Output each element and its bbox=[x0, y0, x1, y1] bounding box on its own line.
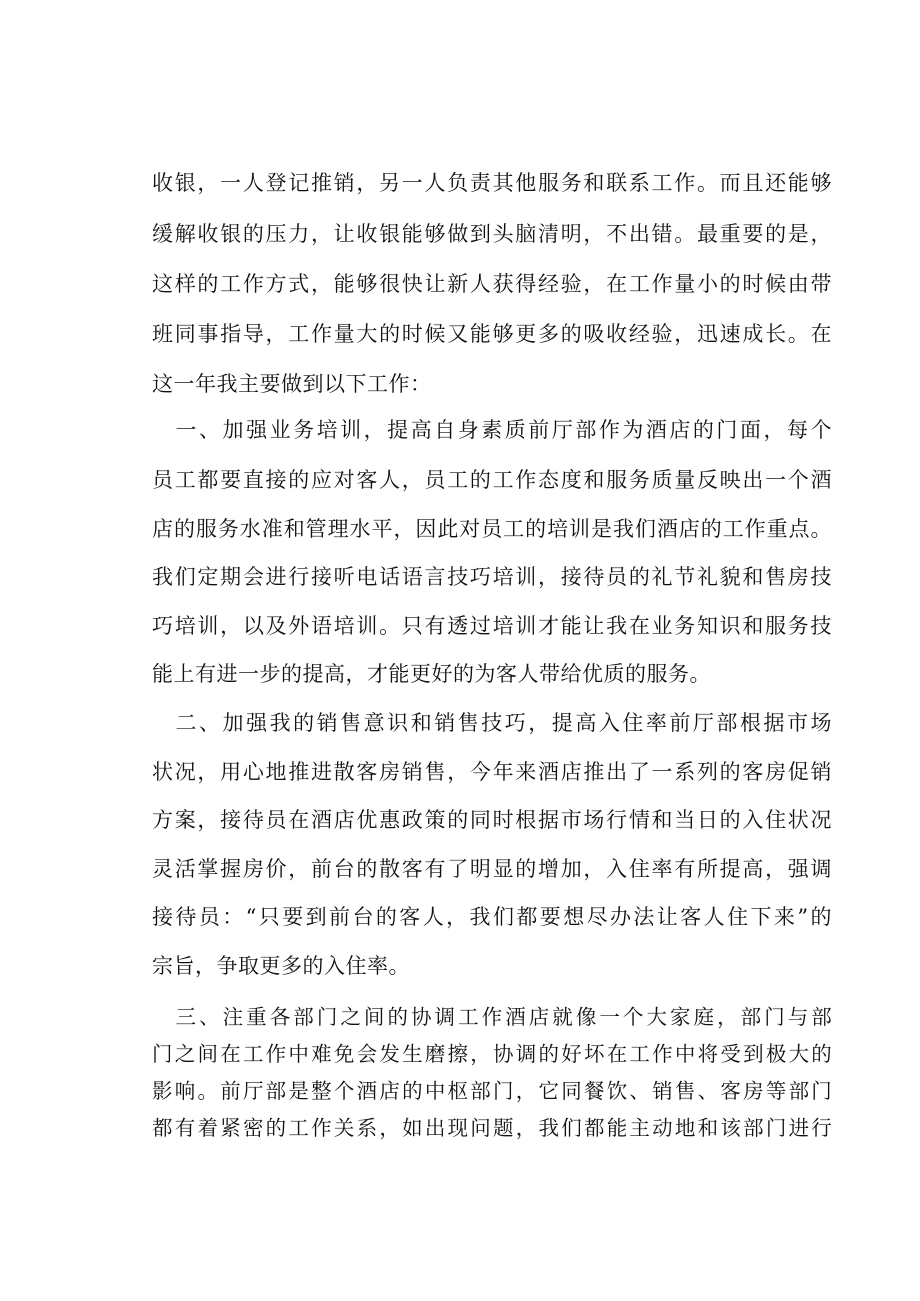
text-line: 状况，用心地推进散客房销售，今年来酒店推出了一系列的客房促销 bbox=[152, 760, 832, 784]
text-line: 班同事指导，工作量大的时候又能够更多的吸收经验，迅速成长。在 bbox=[152, 322, 832, 346]
text-line: 这一年我主要做到以下工作： bbox=[152, 372, 432, 396]
text-line: 三、注重各部门之间的协调工作酒店就像一个大家庭，部门与部 bbox=[152, 1005, 832, 1029]
text-line: 店的服务水准和管理水平，因此对员工的培训是我们酒店的工作重点。 bbox=[152, 517, 832, 541]
text-line: 能上有进一步的提高，才能更好的为客人带给优质的服务。 bbox=[152, 662, 711, 686]
text-line: 缓解收银的压力，让收银能够做到头脑清明，不出错。最重要的是， bbox=[152, 222, 832, 246]
text-line: 影响。前厅部是整个酒店的中枢部门，它同餐饮、销售、客房等部门 bbox=[152, 1079, 832, 1103]
text-line: 一、加强业务培训，提高自身素质前厅部作为酒店的门面，每个 bbox=[152, 418, 832, 442]
text-line: 接待员：“只要到前台的客人，我们都要想尽办法让客人住下来”的 bbox=[152, 905, 832, 929]
text-line: 宗旨，争取更多的入住率。 bbox=[152, 954, 410, 978]
text-line: 我们定期会进行接听电话语言技巧培训，接待员的礼节礼貌和售房技 bbox=[152, 565, 832, 589]
text-line: 二、加强我的销售意识和销售技巧，提高入住率前厅部根据市场 bbox=[152, 711, 832, 735]
text-line: 这样的工作方式，能够很快让新人获得经验，在工作量小的时候由带 bbox=[152, 272, 832, 296]
text-line: 都有着紧密的工作关系，如出现问题，我们都能主动地和该部门进行 bbox=[152, 1116, 832, 1140]
text-line: 灵活掌握房价，前台的散客有了明显的增加，入住率有所提高，强调 bbox=[152, 857, 832, 881]
text-line: 门之间在工作中难免会发生磨擦，协调的好坏在工作中将受到极大的 bbox=[152, 1042, 832, 1066]
text-line: 员工都要直接的应对客人，员工的工作态度和服务质量反映出一个酒 bbox=[152, 468, 832, 492]
text-line: 巧培训，以及外语培训。只有透过培训才能让我在业务知识和服务技 bbox=[152, 614, 832, 638]
text-line: 方案，接待员在酒店优惠政策的同时根据市场行情和当日的入住状况 bbox=[152, 808, 832, 832]
text-line: 收银，一人登记推销，另一人负责其他服务和联系工作。而且还能够 bbox=[152, 171, 832, 195]
